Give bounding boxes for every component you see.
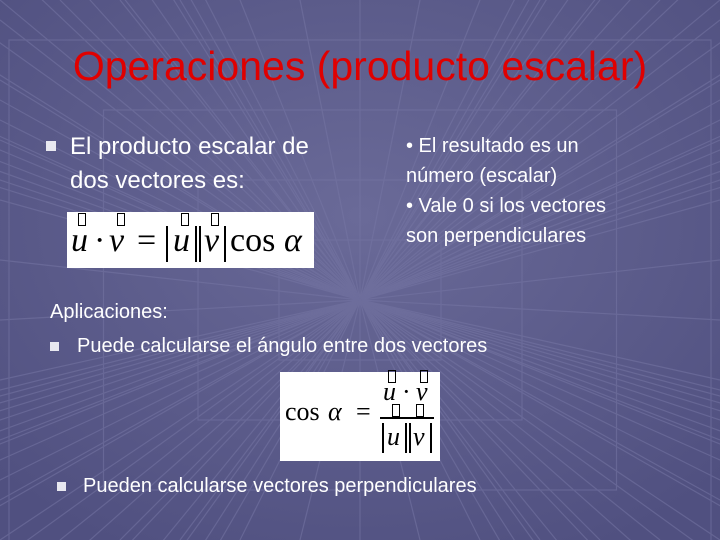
magnitude-bar <box>199 226 201 262</box>
vector-arrow-placeholder-icon <box>416 404 424 417</box>
formula2-alpha: α <box>328 397 342 426</box>
magnitude-bar <box>195 226 197 262</box>
magnitude-bar <box>405 423 407 453</box>
applications-heading: Aplicaciones: <box>50 301 168 323</box>
right-note-line2: número (escalar) <box>406 165 558 187</box>
formula2-cos: cos <box>285 397 320 426</box>
right-note-line4: son perpendiculares <box>406 225 587 247</box>
formula2-denominator-v: v <box>413 422 425 451</box>
magnitude-bar <box>430 423 432 453</box>
magnitude-bar <box>166 226 168 262</box>
formula1-equals: = <box>137 222 157 259</box>
cosine-angle-formula <box>280 372 440 461</box>
right-note-line3: • Vale 0 si los vectores <box>406 195 607 217</box>
formula1-u-magnitude: u <box>173 222 190 259</box>
magnitude-bar <box>224 226 226 262</box>
left-bullet-line2: dos vectores es: <box>70 167 245 194</box>
bullet-square-icon <box>46 141 56 151</box>
formula2-equals: = <box>356 397 371 426</box>
magnitude-bar <box>382 423 384 453</box>
formula1-dot: · <box>94 222 106 259</box>
formula2-numerator-dot: · <box>402 377 411 406</box>
fraction-line <box>380 417 434 419</box>
formula1-v: v <box>109 222 125 259</box>
formula2-numerator-v: v <box>416 377 428 406</box>
formula1-alpha: α <box>284 222 302 259</box>
formula2-denominator-u: u <box>387 422 400 451</box>
formula1-v-magnitude: v <box>204 222 220 259</box>
magnitude-bar <box>409 423 411 453</box>
left-bullet-line1: El producto escalar de <box>70 133 309 160</box>
application-bullet-angle: Puede calcularse el ángulo entre dos vectores <box>77 335 488 357</box>
dot-product-formula <box>67 212 314 268</box>
right-note-line1: • El resultado es un <box>406 135 579 157</box>
formula1-cos: cos <box>230 222 276 259</box>
formula2-numerator-u: u <box>383 377 396 406</box>
bullet-square-icon <box>57 482 66 491</box>
slide-title: Operaciones (producto escalar) <box>72 43 648 89</box>
vector-arrow-placeholder-icon <box>392 404 400 417</box>
formula1-u: u <box>71 222 88 259</box>
application-bullet-perpendicular: Pueden calcularse vectores perpendiculares <box>83 475 477 497</box>
bullet-square-icon <box>50 342 59 351</box>
